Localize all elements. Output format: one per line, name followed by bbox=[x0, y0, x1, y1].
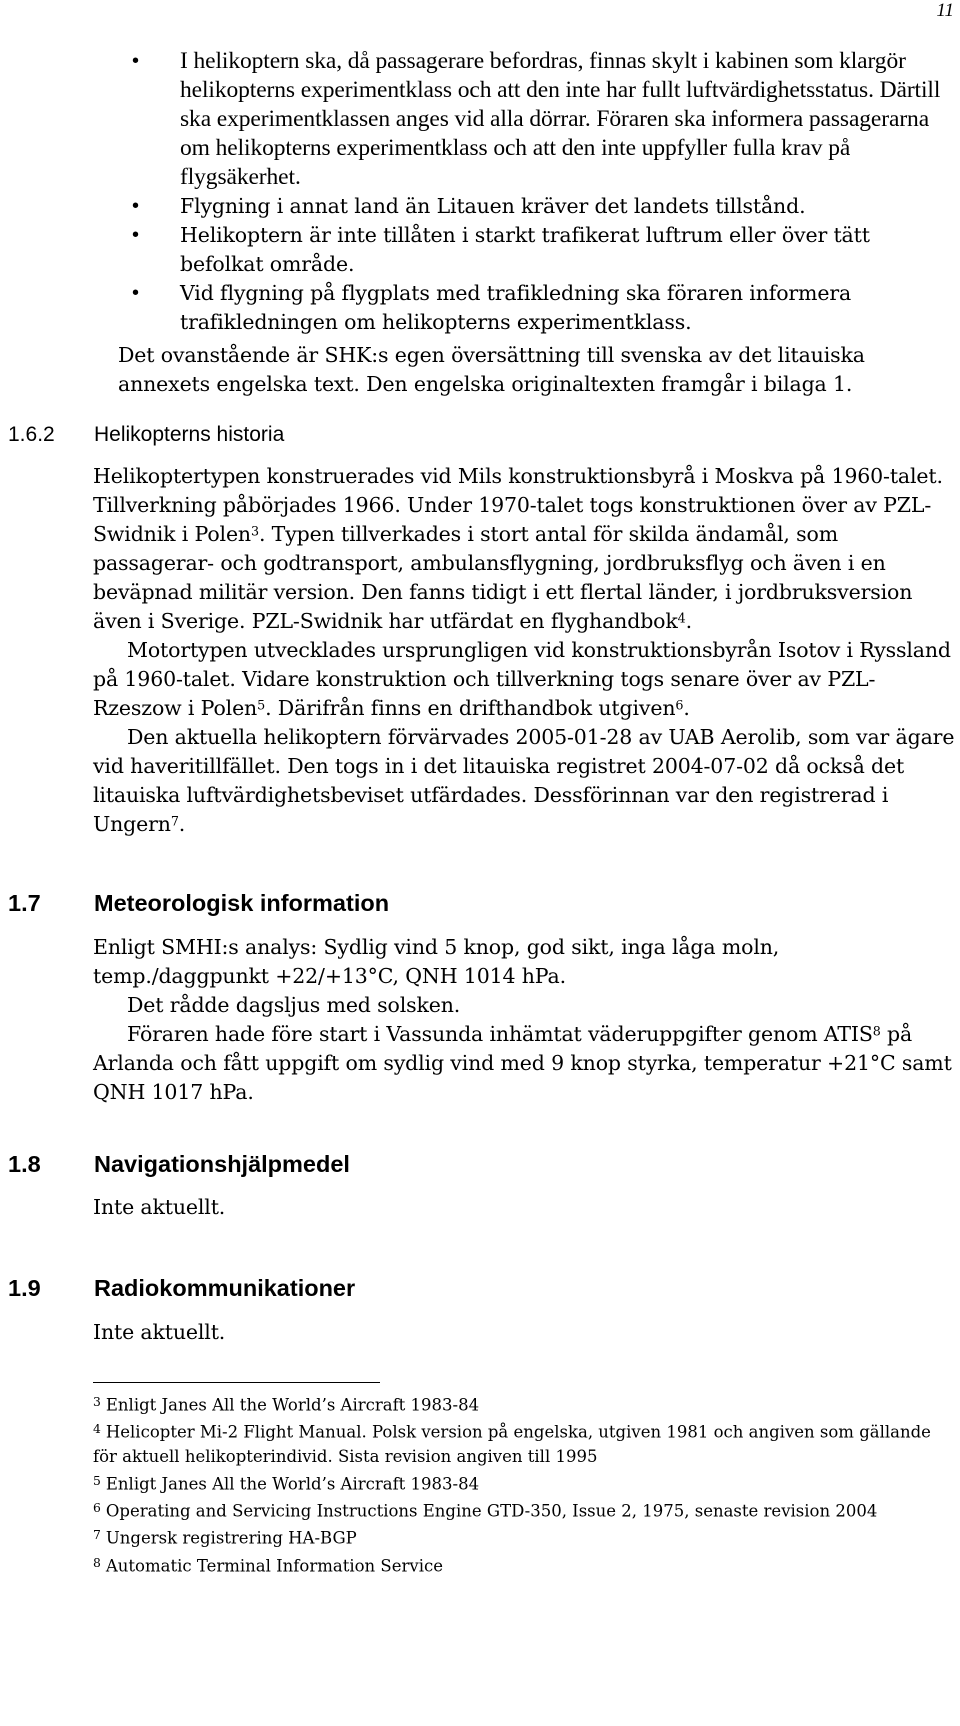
section-1-8-heading bbox=[8, 1151, 350, 1178]
section-1-6-2-heading bbox=[8, 423, 284, 447]
footnote-text: Helicopter Mi-2 Flight Manual. Polsk version på engelska, utgiven 1981 och angiven som gällande för aktuell helikopterindivid. Sista revision angiven till 1995 bbox=[93, 1422, 931, 1466]
text-run: . Därifrån finns en drifthandbok utgiven bbox=[265, 696, 676, 720]
footnote-ref: 4 bbox=[677, 610, 686, 626]
footnote-separator bbox=[93, 1382, 380, 1383]
atis-paragraph bbox=[93, 1020, 955, 1107]
footnote bbox=[93, 1551, 953, 1578]
text-run: på Arlanda och fått uppgift om sydlig vind med 9 knop styrka, temperatur +21°C samt QNH 1017 hPa. bbox=[93, 1022, 952, 1104]
section-1-6-2-body bbox=[93, 462, 955, 839]
list-item: • Helikoptern är inte tillåten i starkt trafikerat luftrum eller över tätt befolkat område. bbox=[132, 221, 942, 279]
footnote-text: Enligt Janes All the World’s Aircraft 1983-84 bbox=[105, 1395, 480, 1415]
footnote-number: 3 bbox=[93, 1395, 101, 1409]
list-item: • I helikoptern ska, då passagerare befordras, finnas skylt i kabinen som klargör helikopterns experimentklass och att den inte har fullt luftvärdighetsstatus. Därtill ska experimentklassen anges vid alla dörrar. Föraren ska informera passagerarna om helikopterns experimentklass och att den inte uppfyller fulla krav på flygsäkerhet. bbox=[132, 47, 942, 192]
section-number: 1.7 bbox=[8, 890, 41, 916]
text-run: . Typen tillverkades i stort antal för skilda ändamål, som passagerar- och godtransport, ambulansflygning, jordbruksflyg och även i en beväpnad militär version. Den fanns tidigt i ett flertal länder, i jordbruksversion även i Sverige. PZL-Swidnik har utfärdat en flyghandbok bbox=[93, 522, 913, 633]
history-paragraph bbox=[93, 462, 955, 636]
footnote-number: 6 bbox=[93, 1500, 101, 1515]
footnote-text: Automatic Terminal Information Service bbox=[105, 1555, 443, 1575]
footnote-ref: 3 bbox=[251, 523, 259, 539]
section-title: Navigationshjälpmedel bbox=[94, 1151, 350, 1177]
section-1-8-body: Inte aktuellt. bbox=[93, 1195, 226, 1219]
text-run: Helikoptertypen konstruerades vid Mils konstruktionsbyrå i Moskva på 1960-talet. Tillverkning påbörjades 1966. Under 1970-talet togs konstruktionen över av PZL-Swidnik i Polen bbox=[93, 464, 943, 546]
footnotes bbox=[93, 1390, 953, 1578]
text-run: . bbox=[685, 609, 692, 633]
footnote-number: 5 bbox=[93, 1473, 101, 1488]
footnote-number: 4 bbox=[93, 1422, 101, 1437]
text-run: . bbox=[178, 812, 186, 836]
footnote bbox=[93, 1523, 953, 1550]
footnote bbox=[93, 1496, 953, 1523]
text-run: Föraren hade före start i Vassunda inhämtat väderuppgifter genom ATIS bbox=[127, 1022, 873, 1046]
section-number: 1.6.2 bbox=[8, 423, 55, 446]
engine-paragraph bbox=[93, 636, 955, 723]
footnote-ref: 8 bbox=[872, 1023, 881, 1039]
section-1-9-body: Inte aktuellt. bbox=[93, 1320, 226, 1344]
text-run: . bbox=[683, 696, 690, 720]
section-title: Meteorologisk information bbox=[94, 890, 390, 916]
text-run: Motortypen utvecklades ursprungligen vid konstruktionsbyrån Isotov i Ryssland på 1960-talet. Vidare konstruktion och tillverkning togs senare över av PZL-Rzeszow i Polen bbox=[93, 638, 951, 720]
daylight-note: Det rådde dagsljus med solsken. bbox=[127, 993, 461, 1017]
section-1-7-body bbox=[93, 933, 955, 1107]
footnote-number: 8 bbox=[93, 1555, 101, 1570]
weather-analysis: Enligt SMHI:s analys: Sydlig vind 5 knop, god sikt, inga låga moln, temp./daggpunkt +22/+13°C, QNH 1014 hPa. bbox=[93, 935, 780, 988]
section-number: 1.8 bbox=[8, 1151, 41, 1177]
footnote-text: Ungersk registrering HA-BGP bbox=[105, 1528, 357, 1548]
section-title: Helikopterns historia bbox=[94, 423, 285, 446]
footnote-ref: 5 bbox=[257, 697, 266, 713]
footnote-ref: 7 bbox=[170, 813, 179, 829]
footnote bbox=[93, 1390, 953, 1417]
footnote bbox=[93, 1417, 953, 1468]
page-number: 11 bbox=[936, 0, 954, 21]
ownership-paragraph bbox=[93, 723, 955, 839]
section-1-9-heading bbox=[8, 1275, 355, 1302]
footnote-number: 7 bbox=[93, 1528, 101, 1543]
restrictions-list bbox=[132, 47, 942, 337]
section-number: 1.9 bbox=[8, 1275, 41, 1301]
footnote-ref: 6 bbox=[675, 697, 684, 713]
footnote-text: Enligt Janes All the World’s Aircraft 1983-84 bbox=[105, 1473, 480, 1493]
footnote-text: Operating and Servicing Instructions Engine GTD-350, Issue 2, 1975, senaste revision 2004 bbox=[105, 1501, 878, 1521]
text-run: Den aktuella helikoptern förvärvades 2005-01-28 av UAB Aerolib, som var ägare vid haveritillfället. Den togs in i det litauiska registret 2004-07-02 då också det litauiska luftvärdighetsbeviset utfärdades. Dessförinnan var den registrerad i Ungern bbox=[93, 725, 955, 836]
section-1-7-heading bbox=[8, 890, 389, 917]
list-item: • Flygning i annat land än Litauen kräver det landets tillstånd. bbox=[132, 192, 942, 221]
section-title: Radiokommunikationer bbox=[94, 1275, 356, 1301]
translation-note: Det ovanstående är SHK:s egen översättning till svenska av det litauiska annexets engelska text. Den engelska originaltexten framgår i bilaga 1. bbox=[118, 343, 865, 396]
list-item: • Vid flygning på flygplats med trafikledning ska föraren informera trafikledningen om helikopterns experimentklass. bbox=[132, 279, 942, 337]
footnote bbox=[93, 1469, 953, 1496]
